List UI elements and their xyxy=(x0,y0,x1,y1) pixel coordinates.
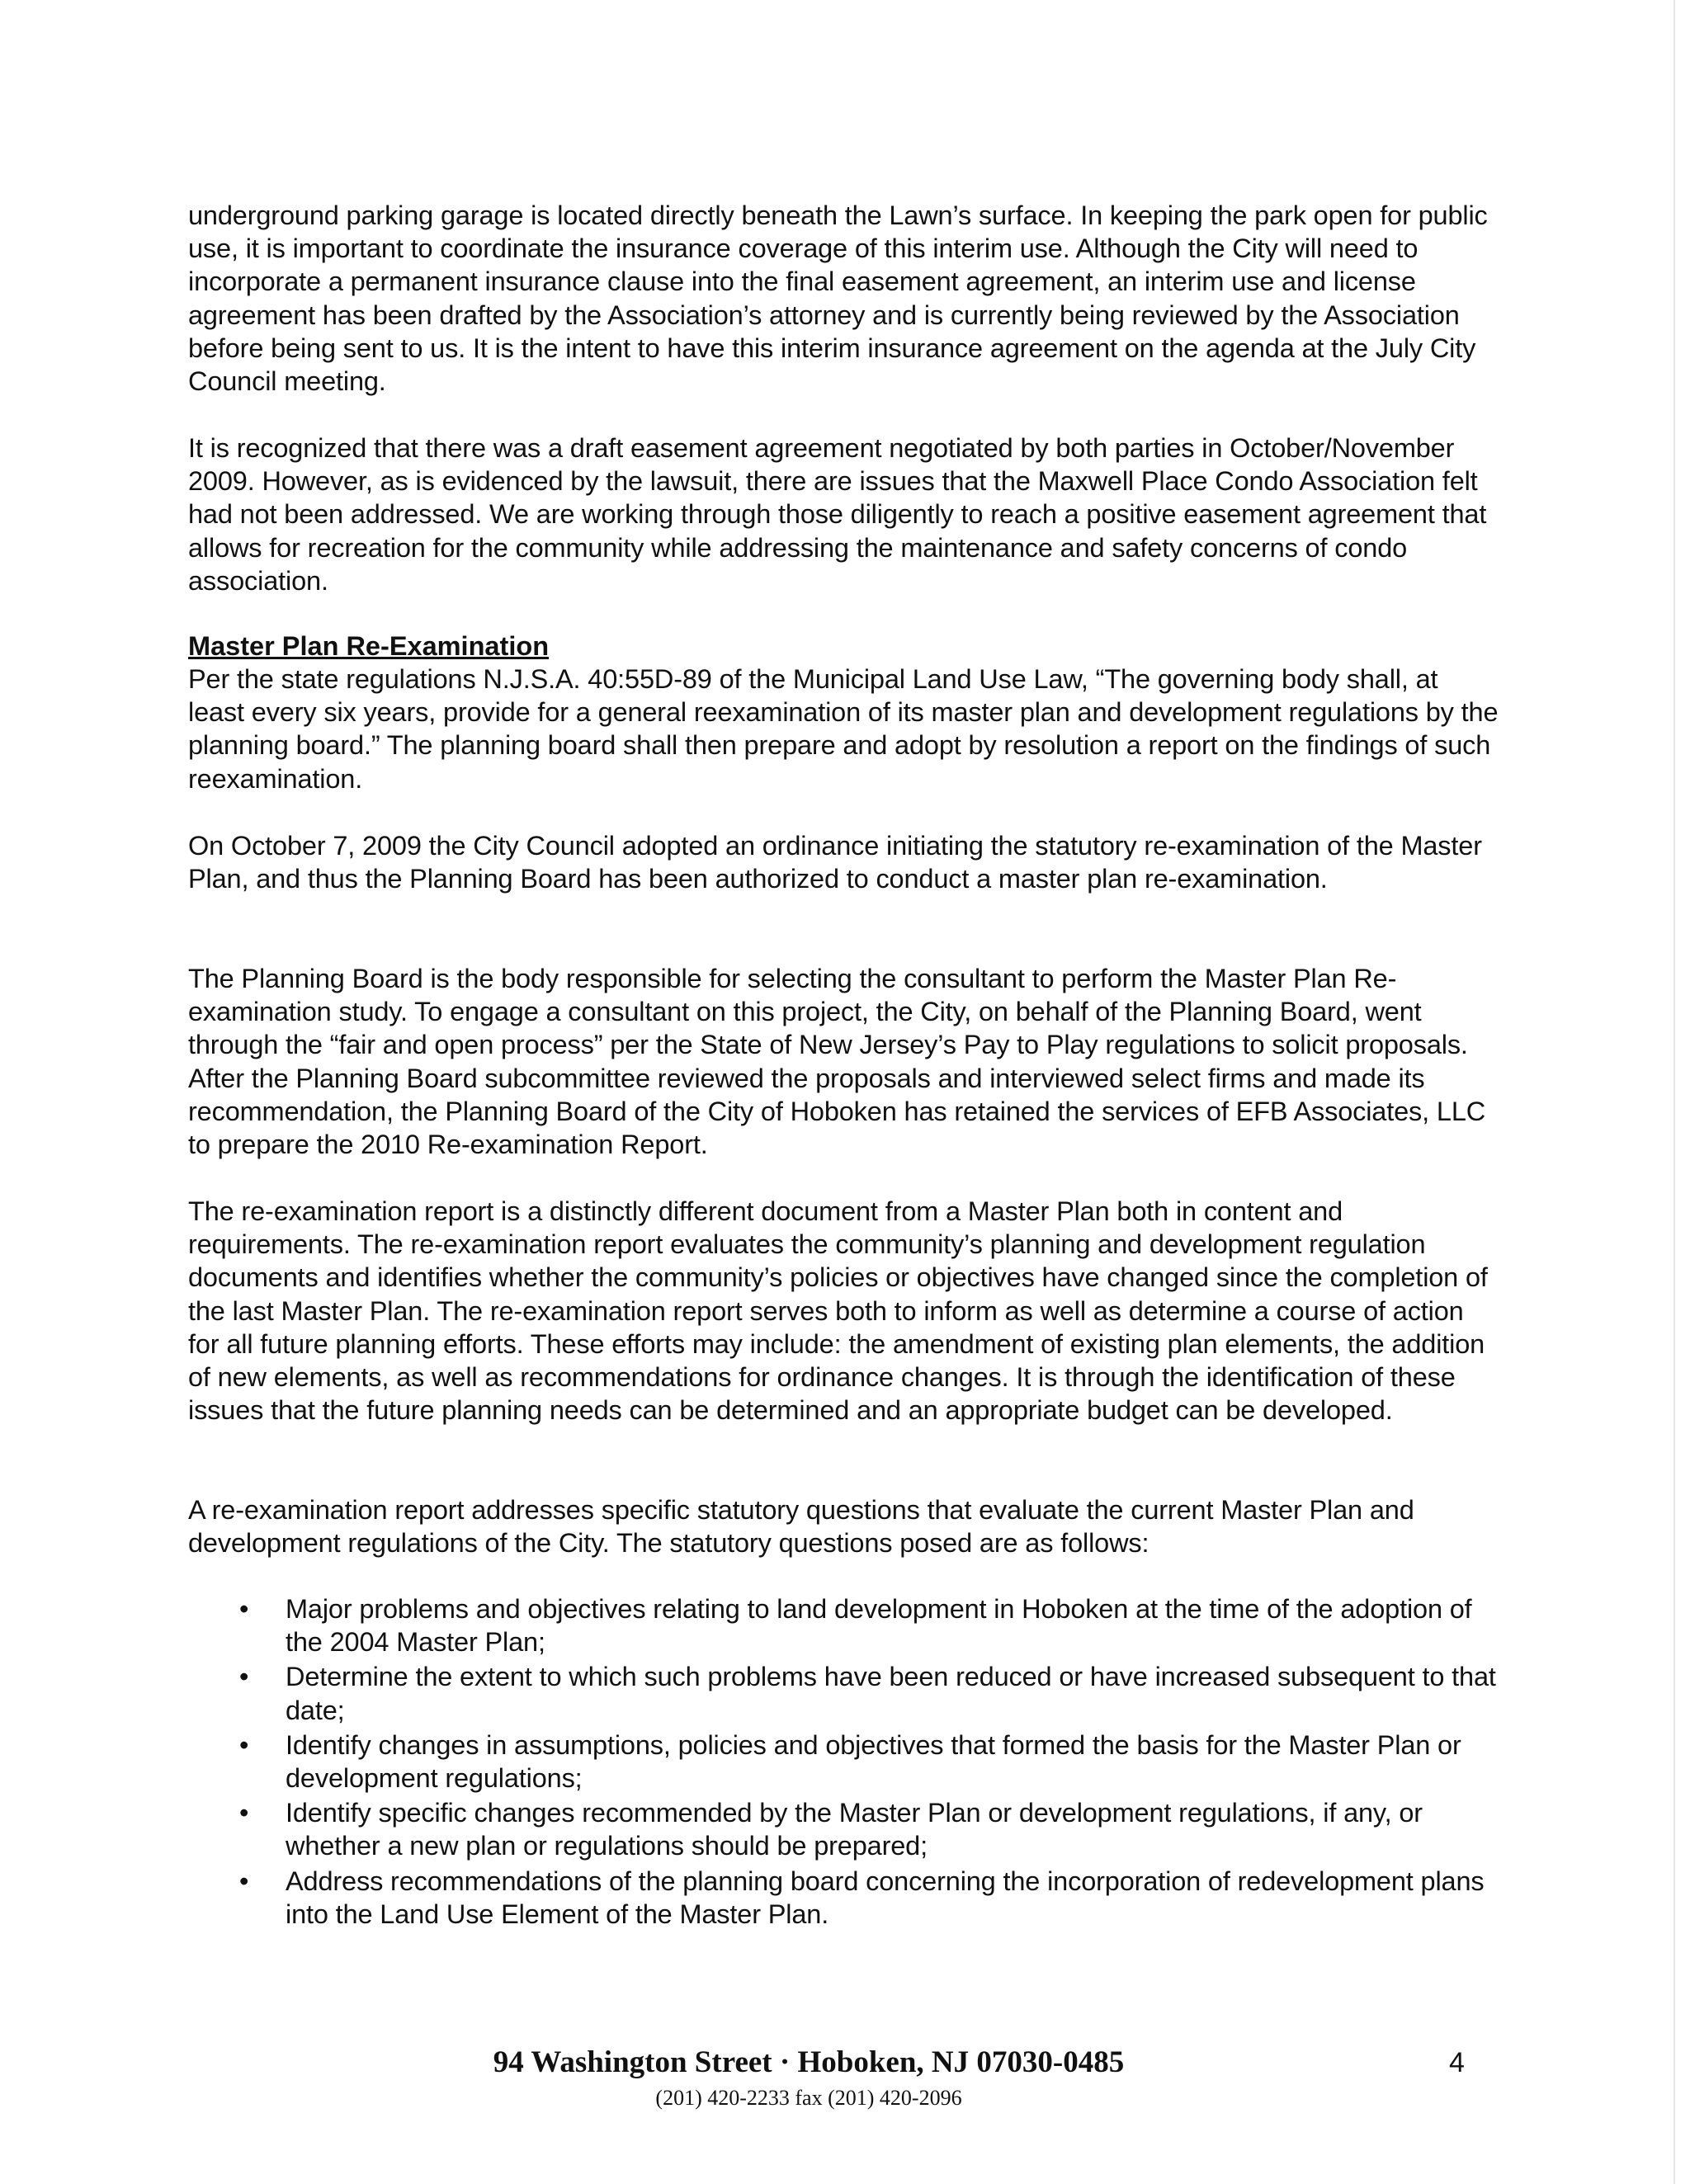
paragraph-easement-agreement xyxy=(188,432,1500,597)
list-item-text: Identify changes in assumptions, policies and objectives that formed the basis for the Master Plan or development regulations; xyxy=(286,1729,1461,1794)
paragraph-text: The re-examination report is a distinctly different document from a Master Plan both in content and requirements. The re-examination report evaluates the community’s planning and development regulation documents and identifies whether the community’s policies or objectives have changed since the completion of the last Master Plan. The re-examination report serves both to inform as well as determine a course of action for all future planning efforts. These efforts may include: the amendment of existing plan elements, the addition of new elements, as well as recommendations for ordinance changes. It is through the identification of these issues that the future planning needs can be determined and an appropriate budget can be developed. xyxy=(188,1196,1488,1426)
footer-phone: (201) 420-2233 fax (201) 420-2096 xyxy=(655,2086,962,2110)
list-item-text: Address recommendations of the planning board concerning the incorporation of redevelopment plans into the Land Use Element of the Master Plan. xyxy=(286,1866,1485,1929)
footer-address: 94 Washington Street · Hoboken, NJ 07030-0485 xyxy=(493,2045,1125,2079)
bullet-icon: • xyxy=(239,1594,249,1624)
statutory-questions-list xyxy=(188,1592,1508,1932)
list-item xyxy=(188,1592,1507,1658)
paragraph-consultant-selection xyxy=(188,962,1500,1161)
bullet-icon: • xyxy=(239,1729,249,1760)
section-heading: Master Plan Re-Examination xyxy=(188,631,550,661)
paragraph-text: It is recognized that there was a draft easement agreement negotiated by both parties in October/November 2009. However, as is evidenced by the lawsuit, there are issues that the Maxwell Place Condo Association felt had not been addressed. We are working through those diligently to reach a positive easement agreement that allows for recreation for the community while addressing the maintenance and safety concerns of condo association. xyxy=(188,433,1487,596)
list-item-text: Major problems and objectives relating to land development in Hoboken at the time of the adoption of the 2004 Master Plan; xyxy=(286,1594,1472,1658)
paragraph-statutory-questions xyxy=(188,1493,1500,1559)
paragraph-interim-insurance xyxy=(188,199,1500,398)
scan-edge-line xyxy=(1673,0,1675,2184)
paragraph-text: The Planning Board is the body responsible for selecting the consultant to perform the Master Plan Re-examination study. To engage a consultant on this project, the City, on behalf of the Planning Board, went through the “fair and open process” per the State of New Jersey’s Pay to Play regulations to solicit proposals. After the Planning Board subcommittee reviewed the proposals and interviewed select firms and made its recommendation, the Planning Board of the City of Hoboken has retained the services of EFB Associates, LLC to prepare the 2010 Re-examination Report. xyxy=(188,964,1486,1160)
bullet-icon: • xyxy=(239,1798,249,1828)
paragraph-ordinance xyxy=(188,829,1500,895)
list-item-text: Identify specific changes recommended by the Master Plan or development regulations, if any, or whether a new plan or regulations should be prepared; xyxy=(286,1798,1423,1861)
list-item xyxy=(188,1865,1507,1931)
paragraph-text: On October 7, 2009 the City Council adopted an ordinance initiating the statutory re-examination of the Master Plan, and thus the Planning Board has been authorized to conduct a master plan re-examination. xyxy=(188,831,1482,894)
paragraph-report-description xyxy=(188,1195,1500,1427)
paragraph-text: underground parking garage is located directly beneath the Lawn’s surface. In keeping the park open for public use, it is important to coordinate the insurance coverage of this interim use. Although the City will need to incorporate a permanent insurance clause into the final easement agreement, an interim use and license agreement has been drafted by the Association’s attorney and is currently being reviewed by the Association before being sent to us. It is the intent to have this interim insurance agreement on the agenda at the July City Council meeting. xyxy=(188,200,1488,397)
paragraph-state-regulations xyxy=(188,663,1500,795)
list-item xyxy=(188,1796,1507,1862)
page-number: 4 xyxy=(1449,2047,1465,2078)
paragraph-text: A re-examination report addresses specific statutory questions that evaluate the current Master Plan and development regulations of the City. The statutory questions posed are as follows: xyxy=(188,1495,1414,1559)
list-item-text: Determine the extent to which such problems have been reduced or have increased subsequent to that date; xyxy=(286,1662,1496,1725)
bullet-icon: • xyxy=(239,1662,249,1692)
paragraph-text: Per the state regulations N.J.S.A. 40:55D-89 of the Municipal Land Use Law, “The governing body shall, at least every six years, provide for a general reexamination of its master plan and development regulations by the planning board.” The planning board shall then prepare and adopt by resolution a report on the findings of such reexamination. xyxy=(188,664,1499,794)
list-item xyxy=(188,1660,1507,1726)
list-item xyxy=(188,1729,1507,1795)
bullet-icon: • xyxy=(239,1866,249,1896)
